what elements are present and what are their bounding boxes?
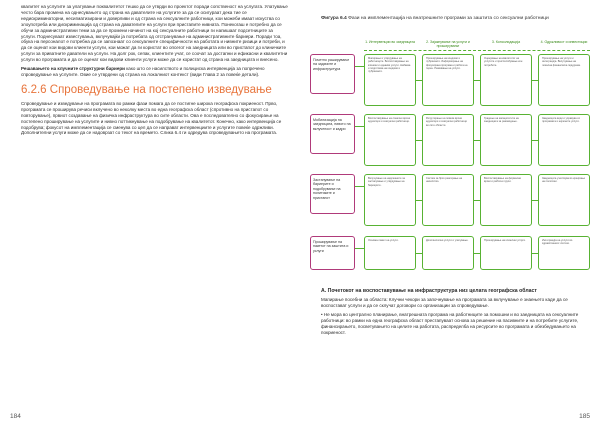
page-number: 185 <box>579 413 590 420</box>
body-paragraph-rest: како што се насилството и полициска интервенција за попречено спроведување на услугите. Овие се утврдени од страна на локалниот контекст (види Глава 2 за повеќе детали). <box>21 66 265 77</box>
phase-cell: Вклучување на надлежните за застапување и утврдување на бариерите. <box>364 174 416 226</box>
stage-label: 3. Консолидација <box>491 40 521 44</box>
body-paragraph <box>21 66 289 78</box>
phase-cell: Проширување на кондоми и лубриканти. Информирање на фокусирана програма и работа на терен. Развивање на услуги. <box>422 54 474 106</box>
figure-caption: Фази на имплементација на внатрешните програми за заштита со сексуални работници <box>348 16 549 21</box>
row-label: Мобилизација на заедницата, нивото на вклученост и кадри <box>310 114 355 154</box>
page-number: 184 <box>10 413 21 420</box>
phase-cell: Заедницата води и управува со програмата и нејзините услуги. <box>538 114 590 166</box>
phase-cell: Дополнителни услуги и упатување. <box>422 236 474 270</box>
connector-line <box>355 186 364 187</box>
phase-cell: Регрутирање на повеќе врсни едукатори и сексуални работници во сите области. <box>422 114 474 166</box>
section-heading: 6.2.6 Спроведување на постепено изведување <box>21 83 272 96</box>
connector-line <box>355 248 364 249</box>
phase-cell: Интеграција на услуги во здравствениот систем. <box>538 236 590 270</box>
phase-cell: Градење на капацитетите на заедницата за раководење. <box>480 114 532 166</box>
connector-line <box>355 126 364 127</box>
left-column <box>21 4 289 139</box>
body-paragraph: • Не мора во централно планирање, внатрешната програма на работниците за помошни и во заедницата на сексуалните работници: во рамки на една географска област престапуваат основа за решение на пасивните и на потребите услугите, финансирањето, посветувањето на целите на работата, распределба на ресурсите во програмата и обезбедувањето на покриеност. <box>321 312 579 335</box>
row-label: Застапување на бариерите и подобрување на политиките и пристапот <box>310 174 355 214</box>
figure-title <box>321 16 589 22</box>
row-label: Почетно раширување на задачите и инфраструктура <box>310 54 355 94</box>
bold-lead: Решавањето на клучните структурни бариери <box>21 66 125 72</box>
phases-diagram <box>310 40 595 278</box>
right-column-text <box>321 288 589 339</box>
body-paragraph: Мапирање посебни за областа: Клучни чекори за започнување на програмата за вклучување е знаењето каде да се воспостават услуги и да се склучат договори со организации за спроведување. <box>321 297 568 309</box>
stage-label: 1. Интервенции во заедницата <box>365 40 415 44</box>
subheading: А. Почетокот на воспоставување на инфраструктура низ целата географска област <box>321 288 537 294</box>
connector-line <box>355 66 364 67</box>
right-page <box>300 0 600 424</box>
body-paragraph: Спроведување и изведување на програмата во рамки фази помага да се постигне широка географска покриеност. Прво, програмата се проширува речиси вклучено во неколку места во една географска област (спротивно на пристапот со повторување), првиот создавање на физичка инфраструктура во сите области. Ова е последователно со фокусирање на постепено проширување на услугите и нивно поттикнување на подобрување на квалитетот. Конечно, како интервенција се подобрува; фокусот на имплементација се сменува со цел да се направат интервенциите и услугите повеќе одржливи. Дополнителни услуги може да се надоврзат со текот на времето. Слика 6.4 ги одредува спроведувањето на програмата. <box>21 100 282 136</box>
figure-number: Фигура 6.4 <box>321 16 347 21</box>
phase-cell: Мапирање и утврдување на работниците. Воспоставување на клиники и еднакви услуги. Набавка и подготовка на кондоми и лубриканти. <box>364 54 416 106</box>
phase-cell: Оценување на квалитетот на услугите и приспособување кон потребите. <box>480 54 532 106</box>
phase-cell: Воспоставување на локални врсни едукатори и сексуални работници. <box>364 114 416 166</box>
phase-cell: Основен пакет на услуги. <box>364 236 416 270</box>
stage-label: 4. Одржливост и инвестиции <box>540 40 588 44</box>
stage-timeline <box>364 50 590 51</box>
phase-cell: Проширување на клинички услуги. <box>480 236 532 270</box>
phase-cell: Систем за брзо реагирање на насилство. <box>422 174 474 226</box>
phase-cell: Воспоставување на формални врски и работни групи. <box>480 174 532 226</box>
row-label: Проширување на пакетот на заштита и услуги <box>310 236 355 270</box>
body-paragraph: квалитет на услугите за улатување поквалитетот тешко да се утврди во проектот поради сопственост на услугата. Улатување често бара промена на однесувањето од страна на давателите на услугите за да се осигураат дека тие се недискриминаторни, несигматизирани и доверливи и од страна на сексуалните работници, кои можеби имаат искуства со злоупотреба или дискриминација од страна на давателите на услуги при пристапите нивната. Понекогаш е потребно да се обучи за административни теми за да се промени начинот на кој сексуалните работници ги напишаат подсетниците за услуги. Поднесуваат известувања, вклучувајќи ја потребата од отстранување на административните бариери. Поради тоа, обука на персоналот е потребна да се запознаат со сексуалните специфичности на работата и нивните ризици и потреби, и да се оценат кои видови клиенти услуги, кои можат да ги користат во опсегот на заедницата или во пристапот до клиничките услуги за приватните даватели на услуги. На долг рок, сепак, клиентите учат, се соочат за достапни и ефикасни и квалитетни услуги во програмата и да се оценат кои видови клиенти услуги може да се користат од страна на заедницата и внесено. <box>21 4 288 63</box>
phase-cell: Заедницата учествува во креирање на политики. <box>538 174 590 226</box>
stage-label: 2. Зајакнување на услуги и проширување <box>426 40 470 48</box>
phase-cell: Проширување на услуги и интеграција. Вклучување на локална финансиска поддршка. <box>538 54 590 106</box>
